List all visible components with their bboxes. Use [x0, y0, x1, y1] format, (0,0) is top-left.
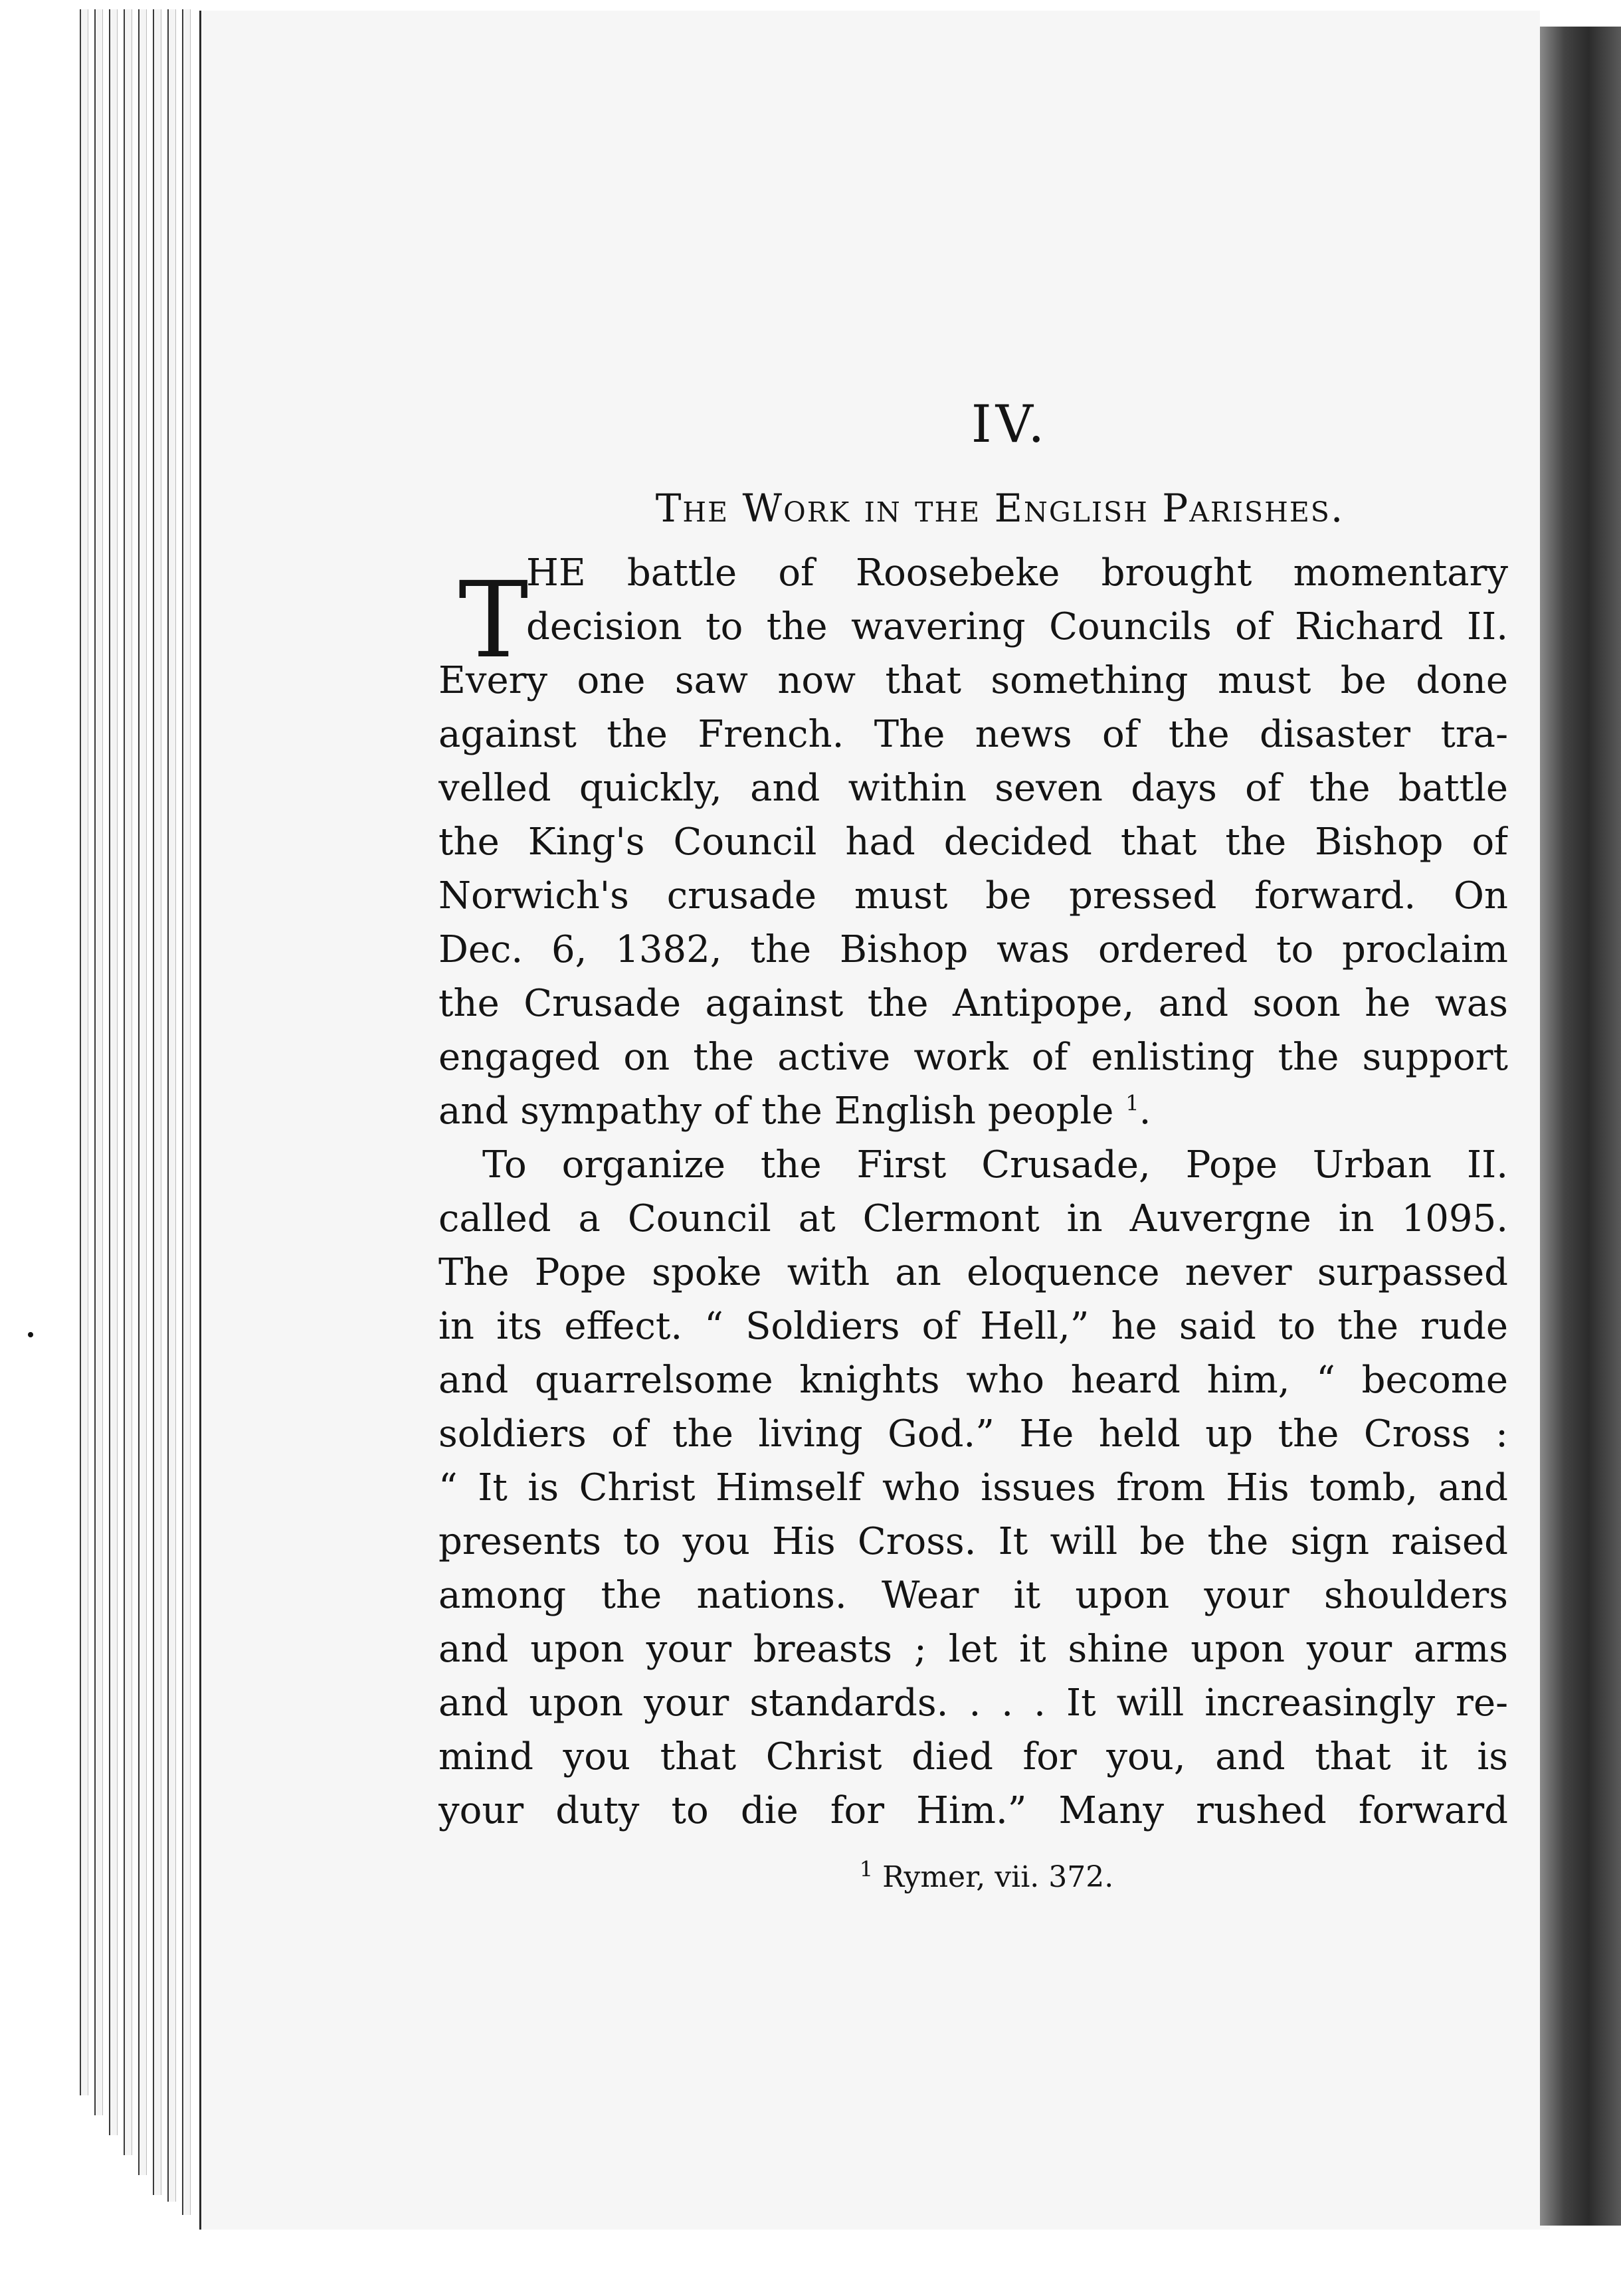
text-line: presents to you His Cross. It will be the sign raised [438, 1519, 1508, 1563]
chapter-number: IV. [971, 395, 1049, 454]
text-line: the Crusade against the Antipope, and soon he was [438, 981, 1508, 1025]
text-line: Dec. 6, 1382, the Bishop was ordered to proclaim [438, 927, 1508, 971]
text-line: in its effect. “ Soldiers of Hell,” he said to the rude [438, 1304, 1508, 1348]
text-line: “ It is Christ Himself who issues from His tomb, and [438, 1466, 1508, 1509]
scan-margin [1540, 0, 1621, 27]
text-line: Every one saw now that something must be done [438, 658, 1508, 702]
text-line-content: and sympathy of the English people [438, 1089, 1114, 1133]
footnote-text: Rymer, vii. 372. [882, 1860, 1114, 1894]
page-edge [138, 9, 147, 2175]
text-line: and upon your standards. . . . It will increasingly re- [438, 1681, 1508, 1725]
text-line: called a Council at Clermont in Auvergne in 1095. [438, 1196, 1508, 1240]
text-line: velled quickly, and within seven days of the battle [438, 766, 1508, 810]
text-line: and sympathy of the English people $^1$. [438, 1089, 1151, 1133]
footnote [438, 1856, 1508, 1895]
text-line: HE battle of Roosebeke brought momentary [526, 551, 1508, 595]
drop-cap: T [458, 559, 529, 682]
page-edge [124, 9, 132, 2155]
gutter-shadow [1540, 27, 1621, 2226]
text-line: engaged on the active work of enlisting the support [438, 1035, 1508, 1079]
page-edge [182, 9, 191, 2215]
text-line: soldiers of the living God.” He held up the Cross : [438, 1412, 1508, 1456]
text-line: mind you that Christ died for you, and that it is [438, 1735, 1508, 1778]
text-line: Norwich's crusade must be pressed forward. On [438, 874, 1508, 917]
footnote-reference: 1 [1125, 1090, 1139, 1116]
text-line: among the nations. Wear it upon your shoulders [438, 1573, 1508, 1617]
text-line: and upon your breasts ; let it shine upon your arms [438, 1627, 1508, 1671]
text-line: the King's Council had decided that the Bishop of [438, 820, 1508, 864]
text-line: The Pope spoke with an eloquence never surpassed [438, 1250, 1508, 1294]
chapter-title: The Work in the English Parishes. [655, 486, 1345, 531]
page-edge [80, 9, 88, 2095]
footnote-marker: 1 [859, 1856, 874, 1882]
page-edge [94, 9, 103, 2115]
scan-speck [28, 1332, 33, 1337]
text-line: decision to the wavering Councils of Richard II. [526, 605, 1508, 648]
scan-margin [199, 2230, 1621, 2296]
text-line: your duty to die for Him.” Many rushed forward [438, 1788, 1508, 1832]
text-line: against the French. The news of the disaster tra- [438, 712, 1508, 756]
text-line: and quarrelsome knights who heard him, “ become [438, 1358, 1508, 1402]
page-edge [167, 9, 176, 2202]
text-block [438, 395, 1508, 1895]
page-edge [109, 9, 118, 2135]
page-edge [153, 9, 161, 2195]
text-line: To organize the First Crusade, Pope Urban II. [482, 1143, 1508, 1187]
